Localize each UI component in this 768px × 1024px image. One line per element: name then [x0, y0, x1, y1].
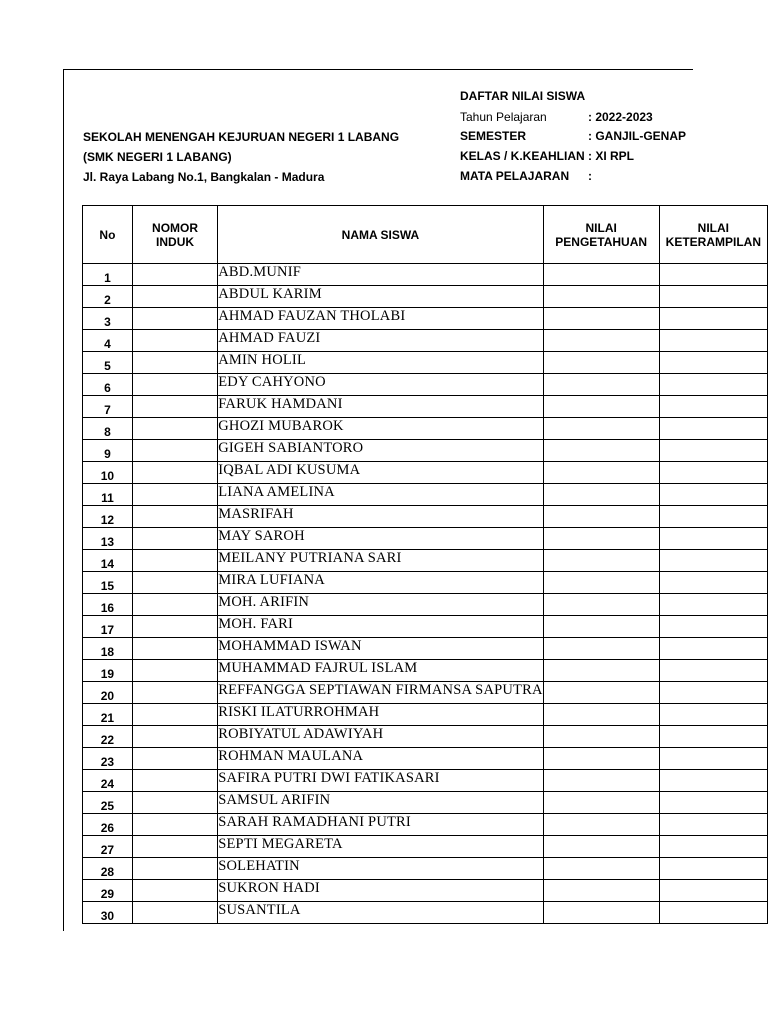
row-number: 10: [83, 462, 133, 484]
nilai-keterampilan-cell[interactable]: [659, 594, 767, 616]
row-number: 28: [83, 858, 133, 880]
nilai-keterampilan-cell[interactable]: [659, 550, 767, 572]
meta-value-class: : XI RPL: [588, 149, 635, 163]
nilai-keterampilan-cell[interactable]: [659, 880, 767, 902]
column-header-no: No: [83, 206, 133, 264]
table-row: [83, 286, 768, 308]
nomor-induk-cell[interactable]: [132, 418, 217, 440]
column-header-nomor-induk: NOMOR INDUK: [132, 206, 217, 264]
nilai-pengetahuan-cell[interactable]: [543, 440, 659, 462]
table-row: [83, 440, 768, 462]
nilai-pengetahuan-cell[interactable]: [543, 616, 659, 638]
sheet-left-border: [63, 69, 64, 931]
table-row: [83, 704, 768, 726]
nilai-keterampilan-cell[interactable]: [659, 352, 767, 374]
nilai-pengetahuan-cell[interactable]: [543, 704, 659, 726]
student-name: SOLEHATIN: [218, 858, 543, 880]
table-row: [83, 418, 768, 440]
table-row: [83, 748, 768, 770]
nilai-keterampilan-cell[interactable]: [659, 704, 767, 726]
meta-value-semester: : GANJIL-GENAP: [588, 129, 687, 143]
student-name: LIANA AMELINA: [218, 484, 543, 506]
table-row: [83, 770, 768, 792]
student-name: ABD.MUNIF: [218, 264, 543, 286]
table-row: [83, 880, 768, 902]
student-name: SUSANTILA: [218, 902, 543, 924]
row-number: 8: [83, 418, 133, 440]
student-name: MOH. ARIFIN: [218, 594, 543, 616]
student-name: AHMAD FAUZAN THOLABI: [218, 308, 543, 330]
nilai-pengetahuan-cell[interactable]: [543, 572, 659, 594]
nilai-pengetahuan-cell[interactable]: [543, 792, 659, 814]
row-number: 4: [83, 330, 133, 352]
student-name: MASRIFAH: [218, 506, 543, 528]
student-name: FARUK HAMDANI: [218, 396, 543, 418]
sheet-top-border: [63, 69, 693, 70]
row-number: 1: [83, 264, 133, 286]
document-title: DAFTAR NILAI SISWA: [460, 89, 586, 103]
row-number: 24: [83, 770, 133, 792]
row-number: 15: [83, 572, 133, 594]
nilai-pengetahuan-cell[interactable]: [543, 286, 659, 308]
student-name: SUKRON HADI: [218, 880, 543, 902]
table-row: [83, 902, 768, 924]
student-name: SAFIRA PUTRI DWI FATIKASARI: [218, 770, 543, 792]
nilai-keterampilan-cell[interactable]: [659, 462, 767, 484]
table-row: [83, 638, 768, 660]
row-number: 11: [83, 484, 133, 506]
nilai-keterampilan-cell[interactable]: [659, 286, 767, 308]
student-name: MAY SAROH: [218, 528, 543, 550]
table-row: [83, 616, 768, 638]
meta-label-subject: MATA PELAJARAN: [460, 169, 570, 183]
table-row: [83, 682, 768, 704]
nomor-induk-cell[interactable]: [132, 858, 217, 880]
meta-value-subject: :: [588, 169, 592, 183]
row-number: 5: [83, 352, 133, 374]
nomor-induk-cell[interactable]: [132, 616, 217, 638]
nomor-induk-cell[interactable]: [132, 880, 217, 902]
table-row: [83, 528, 768, 550]
meta-label-class: KELAS / K.KEAHLIAN: [460, 149, 585, 163]
nilai-pengetahuan-cell[interactable]: [543, 682, 659, 704]
nilai-pengetahuan-cell[interactable]: [543, 638, 659, 660]
row-number: 7: [83, 396, 133, 418]
nomor-induk-cell[interactable]: [132, 682, 217, 704]
table-row: [83, 572, 768, 594]
nilai-keterampilan-cell[interactable]: [659, 528, 767, 550]
nilai-keterampilan-cell[interactable]: [659, 572, 767, 594]
nilai-pengetahuan-cell[interactable]: [543, 550, 659, 572]
table-row: [83, 308, 768, 330]
nilai-keterampilan-cell[interactable]: [659, 506, 767, 528]
table-row: [83, 396, 768, 418]
row-number: 21: [83, 704, 133, 726]
nilai-pengetahuan-cell[interactable]: [543, 660, 659, 682]
student-name: MEILANY PUTRIANA SARI: [218, 550, 543, 572]
table-row: [83, 330, 768, 352]
nilai-pengetahuan-cell[interactable]: [543, 484, 659, 506]
nilai-keterampilan-cell[interactable]: [659, 726, 767, 748]
nomor-induk-cell[interactable]: [132, 770, 217, 792]
nomor-induk-cell[interactable]: [132, 594, 217, 616]
student-name: GIGEH SABIANTORO: [218, 440, 543, 462]
nilai-keterampilan-cell[interactable]: [659, 814, 767, 836]
nilai-keterampilan-cell[interactable]: [659, 374, 767, 396]
student-name: EDY CAHYONO: [218, 374, 543, 396]
nilai-pengetahuan-cell[interactable]: [543, 902, 659, 924]
nomor-induk-cell[interactable]: [132, 374, 217, 396]
nomor-induk-cell[interactable]: [132, 396, 217, 418]
meta-label-semester: SEMESTER: [460, 129, 527, 143]
table-row: [83, 506, 768, 528]
row-number: 6: [83, 374, 133, 396]
nomor-induk-cell[interactable]: [132, 836, 217, 858]
row-number: 3: [83, 308, 133, 330]
table-row: [83, 836, 768, 858]
row-number: 12: [83, 506, 133, 528]
student-name: SARAH RAMADHANI PUTRI: [218, 814, 543, 836]
student-name: RISKI ILATURROHMAH: [218, 704, 543, 726]
column-header-nilai-pengetahuan: NILAI PENGETAHUAN: [543, 206, 659, 264]
nilai-pengetahuan-cell[interactable]: [543, 594, 659, 616]
nilai-keterampilan-cell[interactable]: [659, 264, 767, 286]
student-name: ABDUL KARIM: [218, 286, 543, 308]
nilai-keterampilan-cell[interactable]: [659, 396, 767, 418]
column-header-nilai-keterampilan: NILAI KETERAMPILAN: [659, 206, 767, 264]
nilai-pengetahuan-cell[interactable]: [543, 374, 659, 396]
row-number: 20: [83, 682, 133, 704]
nilai-pengetahuan-cell[interactable]: [543, 858, 659, 880]
student-name: MIRA LUFIANA: [218, 572, 543, 594]
nomor-induk-cell[interactable]: [132, 462, 217, 484]
nomor-induk-cell[interactable]: [132, 660, 217, 682]
nilai-keterampilan-cell[interactable]: [659, 440, 767, 462]
school-name: SEKOLAH MENENGAH KEJURUAN NEGERI 1 LABANG: [83, 130, 400, 144]
table-row: [83, 264, 768, 286]
row-number: 17: [83, 616, 133, 638]
nilai-pengetahuan-cell[interactable]: [543, 506, 659, 528]
row-number: 18: [83, 638, 133, 660]
column-header-nama-siswa: NAMA SISWA: [218, 206, 543, 264]
nomor-induk-cell[interactable]: [132, 792, 217, 814]
table-row: [83, 484, 768, 506]
row-number: 9: [83, 440, 133, 462]
nilai-pengetahuan-cell[interactable]: [543, 264, 659, 286]
nilai-keterampilan-cell[interactable]: [659, 330, 767, 352]
student-name: REFFANGGA SEPTIAWAN FIRMANSA SAPUTRA: [218, 682, 543, 704]
nomor-induk-cell[interactable]: [132, 352, 217, 374]
nilai-pengetahuan-cell[interactable]: [543, 836, 659, 858]
table-row: [83, 814, 768, 836]
nilai-pengetahuan-cell[interactable]: [543, 528, 659, 550]
nilai-pengetahuan-cell[interactable]: [543, 880, 659, 902]
student-name: SAMSUL ARIFIN: [218, 792, 543, 814]
nilai-keterampilan-cell[interactable]: [659, 902, 767, 924]
student-name: ROHMAN MAULANA: [218, 748, 543, 770]
student-name: AMIN HOLIL: [218, 352, 543, 374]
nomor-induk-cell[interactable]: [132, 814, 217, 836]
table-row: [83, 550, 768, 572]
nilai-keterampilan-cell[interactable]: [659, 308, 767, 330]
nilai-pengetahuan-cell[interactable]: [543, 396, 659, 418]
nilai-keterampilan-cell[interactable]: [659, 638, 767, 660]
nomor-induk-cell[interactable]: [132, 572, 217, 594]
row-number: 25: [83, 792, 133, 814]
table-row: [83, 726, 768, 748]
nomor-induk-cell[interactable]: [132, 704, 217, 726]
nilai-pengetahuan-cell[interactable]: [543, 726, 659, 748]
table-row: [83, 352, 768, 374]
nomor-induk-cell[interactable]: [132, 330, 217, 352]
nilai-keterampilan-cell[interactable]: [659, 682, 767, 704]
table-row: [83, 858, 768, 880]
nomor-induk-cell[interactable]: [132, 748, 217, 770]
nilai-pengetahuan-cell[interactable]: [543, 308, 659, 330]
nomor-induk-cell[interactable]: [132, 286, 217, 308]
nilai-keterampilan-cell[interactable]: [659, 770, 767, 792]
row-number: 14: [83, 550, 133, 572]
row-number: 30: [83, 902, 133, 924]
student-name: MUHAMMAD FAJRUL ISLAM: [218, 660, 543, 682]
nilai-keterampilan-cell[interactable]: [659, 484, 767, 506]
student-name: MOHAMMAD ISWAN: [218, 638, 543, 660]
nilai-pengetahuan-cell[interactable]: [543, 770, 659, 792]
nilai-keterampilan-cell[interactable]: [659, 660, 767, 682]
nilai-pengetahuan-cell[interactable]: [543, 814, 659, 836]
student-name: IQBAL ADI KUSUMA: [218, 462, 543, 484]
student-name: ROBIYATUL ADAWIYAH: [218, 726, 543, 748]
nilai-keterampilan-cell[interactable]: [659, 792, 767, 814]
school-address: Jl. Raya Labang No.1, Bangkalan - Madura: [83, 170, 325, 184]
grades-table: [82, 205, 768, 924]
row-number: 2: [83, 286, 133, 308]
table-row: [83, 792, 768, 814]
table-row: [83, 374, 768, 396]
nomor-induk-cell[interactable]: [132, 550, 217, 572]
nomor-induk-cell[interactable]: [132, 528, 217, 550]
student-name: MOH. FARI: [218, 616, 543, 638]
nilai-keterampilan-cell[interactable]: [659, 616, 767, 638]
table-row: [83, 660, 768, 682]
nomor-induk-cell[interactable]: [132, 308, 217, 330]
nomor-induk-cell[interactable]: [132, 484, 217, 506]
row-number: 23: [83, 748, 133, 770]
row-number: 19: [83, 660, 133, 682]
nomor-induk-cell[interactable]: [132, 506, 217, 528]
nomor-induk-cell[interactable]: [132, 902, 217, 924]
nomor-induk-cell[interactable]: [132, 440, 217, 462]
nilai-pengetahuan-cell[interactable]: [543, 462, 659, 484]
nilai-pengetahuan-cell[interactable]: [543, 352, 659, 374]
nilai-pengetahuan-cell[interactable]: [543, 330, 659, 352]
nomor-induk-cell[interactable]: [132, 264, 217, 286]
meta-label-year: Tahun Pelajaran: [460, 110, 547, 124]
nilai-keterampilan-cell[interactable]: [659, 858, 767, 880]
nilai-keterampilan-cell[interactable]: [659, 748, 767, 770]
student-name: GHOZI MUBAROK: [218, 418, 543, 440]
student-name: AHMAD FAUZI: [218, 330, 543, 352]
row-number: 22: [83, 726, 133, 748]
student-name: SEPTI MEGARETA: [218, 836, 543, 858]
row-number: 13: [83, 528, 133, 550]
nilai-pengetahuan-cell[interactable]: [543, 418, 659, 440]
table-body: [83, 264, 768, 924]
nomor-induk-cell[interactable]: [132, 638, 217, 660]
table-row: [83, 594, 768, 616]
row-number: 26: [83, 814, 133, 836]
row-number: 16: [83, 594, 133, 616]
table-header-row: [83, 206, 768, 264]
school-short-name: (SMK NEGERI 1 LABANG): [83, 150, 232, 164]
nomor-induk-cell[interactable]: [132, 726, 217, 748]
nilai-keterampilan-cell[interactable]: [659, 418, 767, 440]
table-row: [83, 462, 768, 484]
row-number: 27: [83, 836, 133, 858]
meta-value-year: : 2022-2023: [588, 110, 653, 124]
row-number: 29: [83, 880, 133, 902]
nilai-pengetahuan-cell[interactable]: [543, 748, 659, 770]
nilai-keterampilan-cell[interactable]: [659, 836, 767, 858]
